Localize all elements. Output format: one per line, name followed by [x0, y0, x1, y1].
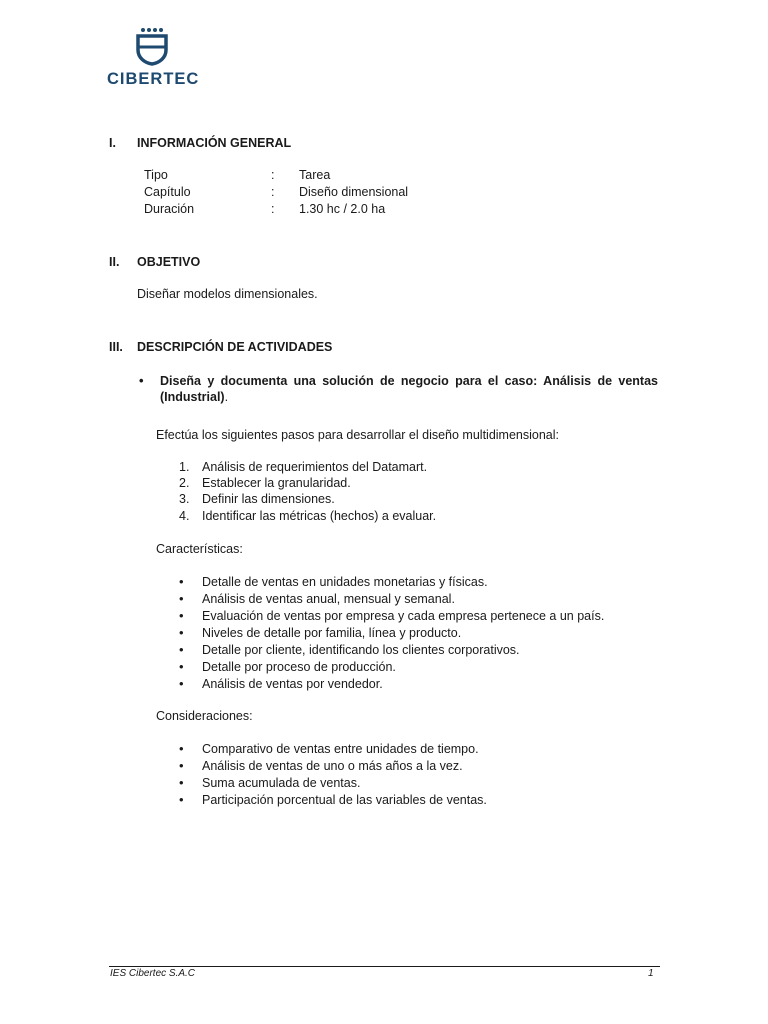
bullet: • — [179, 775, 184, 790]
step-text: Identificar las métricas (hechos) a evaluar. — [202, 509, 437, 523]
footer-divider — [109, 966, 660, 967]
step-number: 2. — [179, 476, 190, 490]
info-value: 1.30 hc / 2.0 ha — [299, 202, 386, 216]
info-label: Tipo — [144, 168, 168, 182]
logo-text: CIBERTEC — [107, 70, 200, 88]
consideration-item: Comparativo de ventas entre unidades de tiempo. — [202, 742, 479, 756]
info-colon: : — [271, 185, 275, 199]
feature-item: Detalle por proceso de producción. — [202, 660, 396, 674]
info-value: Diseño dimensional — [299, 185, 409, 199]
info-label: Duración — [144, 202, 195, 216]
section-title-objective: OBJETIVO — [137, 255, 201, 269]
section-number: III. — [109, 340, 123, 354]
step-number: 4. — [179, 509, 190, 523]
step-number: 3. — [179, 492, 190, 506]
consideration-item: Participación porcentual de las variables de ventas. — [202, 793, 487, 807]
consideration-item: Análisis de ventas de uno o más años a la vez. — [202, 759, 463, 773]
bullet: • — [179, 792, 184, 807]
feature-item: Detalle de ventas en unidades monetarias y físicas. — [202, 575, 488, 589]
bullet: • — [179, 741, 184, 756]
bullet: • — [179, 574, 184, 589]
bullet: • — [179, 625, 184, 640]
bullet: • — [179, 659, 184, 674]
feature-item: Detalle por cliente, identificando los clientes corporativos. — [202, 643, 520, 657]
info-row-tipo — [0, 167, 768, 184]
bullet: • — [179, 591, 184, 606]
info-row-capitulo — [0, 184, 768, 201]
step-text: Establecer la granularidad. — [202, 476, 351, 490]
activity-title-line1: Diseña y documenta una solución de negocio para el caso: Análisis de ventas — [160, 374, 658, 388]
info-label: Capítulo — [144, 185, 191, 199]
steps-intro: Efectúa los siguientes pasos para desarrollar el diseño multidimensional: — [156, 428, 559, 442]
objective-text: Diseñar modelos dimensionales. — [137, 287, 318, 301]
section-number: II. — [109, 255, 120, 269]
feature-item: Evaluación de ventas por empresa y cada empresa pertenece a un país. — [202, 609, 605, 623]
feature-item: Niveles de detalle por familia, línea y producto. — [202, 626, 462, 640]
section-number: I. — [109, 136, 116, 150]
info-colon: : — [271, 168, 275, 182]
activity-title-line2-bold: (Industrial) — [160, 390, 225, 404]
info-colon: : — [271, 202, 275, 216]
footer-company: IES Cibertec S.A.C — [110, 968, 196, 979]
bullet: • — [179, 642, 184, 657]
bullet: • — [139, 373, 144, 388]
consideration-item: Suma acumulada de ventas. — [202, 776, 361, 790]
info-row-duracion — [0, 201, 768, 218]
feature-item: Análisis de ventas por vendedor. — [202, 677, 383, 691]
footer-page-number: 1 — [648, 968, 654, 979]
bullet: • — [179, 676, 184, 691]
features-title: Características: — [156, 542, 243, 556]
considerations-title: Consideraciones: — [156, 709, 253, 723]
feature-item: Análisis de ventas anual, mensual y semanal. — [202, 592, 455, 606]
bullet: • — [179, 758, 184, 773]
section-title-activities: DESCRIPCIÓN DE ACTIVIDADES — [137, 340, 333, 354]
activity-title-line2 — [160, 390, 228, 404]
activity-title-end: . — [224, 390, 229, 404]
info-value: Tarea — [299, 168, 331, 182]
bullet: • — [179, 608, 184, 623]
step-text: Definir las dimensiones. — [202, 492, 335, 506]
step-text: Análisis de requerimientos del Datamart. — [202, 460, 428, 474]
step-number: 1. — [179, 460, 190, 474]
cibertec-shield-logo — [134, 26, 170, 66]
section-title-general-info: INFORMACIÓN GENERAL — [137, 136, 292, 150]
